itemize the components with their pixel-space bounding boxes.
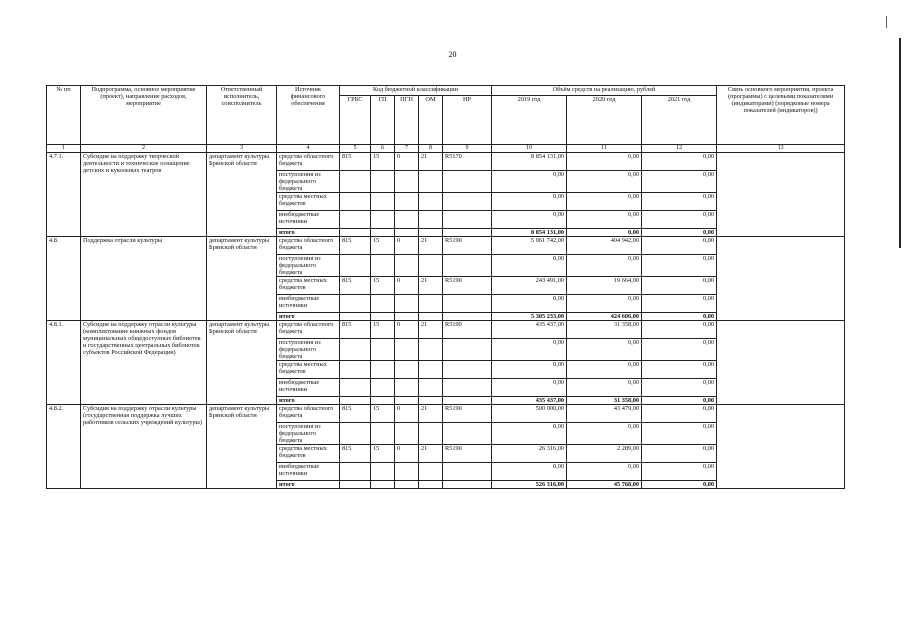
total-y2019: 5 305 233,00: [492, 313, 567, 321]
total-code-pgp: [395, 313, 419, 321]
column-number: 11: [567, 145, 642, 153]
amount-y2020: 0,00: [567, 192, 642, 210]
total-code-om: [419, 228, 443, 236]
item-number: 4.8.2.: [47, 405, 81, 489]
total-code-gp: [371, 397, 395, 405]
code-gp: [371, 170, 395, 192]
item-responsible: департамент культуры Брянской области: [207, 405, 277, 489]
code-pgp: [395, 170, 419, 192]
code-gp: [371, 463, 395, 481]
code-om: [419, 361, 443, 379]
funding-source: поступления из федерального бюджета: [277, 339, 340, 361]
code-gp: [371, 423, 395, 445]
code-grbs: 815: [340, 277, 371, 295]
table-body: [47, 152, 845, 489]
amount-y2021: 0,00: [642, 405, 717, 423]
amount-y2021: 0,00: [642, 379, 717, 397]
code-grbs: [340, 170, 371, 192]
code-gp: 15: [371, 445, 395, 463]
amount-y2019: 5 061 742,00: [492, 236, 567, 254]
code-gp: 15: [371, 236, 395, 254]
column-number-row: [47, 145, 845, 153]
item-responsible: департамент культуры Брянской области: [207, 321, 277, 405]
header-col-name: Подпрограмма, основное мероприятие (проект), направление расходов, мероприятие: [81, 86, 207, 145]
funding-source: внебюджетные источники: [277, 463, 340, 481]
total-label: итого: [277, 313, 340, 321]
total-y2019: 8 854 131,00: [492, 228, 567, 236]
code-pgp: [395, 295, 419, 313]
code-pgp: [395, 379, 419, 397]
amount-y2020: 0,00: [567, 379, 642, 397]
total-code-grbs: [340, 313, 371, 321]
code-nr: [443, 463, 492, 481]
header-year-2020: 2020 год: [567, 96, 642, 145]
code-gp: [371, 254, 395, 276]
code-pgp: [395, 254, 419, 276]
total-y2020: 0,00: [567, 228, 642, 236]
funding-source: внебюджетные источники: [277, 295, 340, 313]
table-row: [47, 236, 845, 254]
amount-y2019: 500 000,00: [492, 405, 567, 423]
header-col-responsible: Ответственный исполнитель, соисполнитель: [207, 86, 277, 145]
funding-source: поступления из федерального бюджета: [277, 170, 340, 192]
total-y2019: 435 437,00: [492, 397, 567, 405]
column-number: 9: [443, 145, 492, 153]
amount-y2019: 0,00: [492, 170, 567, 192]
budget-table: [46, 85, 845, 489]
total-y2020: 45 768,00: [567, 481, 642, 489]
amount-y2021: 0,00: [642, 192, 717, 210]
code-pgp: [395, 423, 419, 445]
column-number: 13: [717, 145, 845, 153]
header-row: [47, 86, 845, 96]
amount-y2021: 0,00: [642, 210, 717, 228]
code-nr: [443, 339, 492, 361]
indicator-link-cell: [717, 405, 845, 489]
column-number: 5: [340, 145, 371, 153]
total-code-nr: [443, 397, 492, 405]
item-number: 4.7.1.: [47, 152, 81, 236]
amount-y2020: 0,00: [567, 423, 642, 445]
header-col-source: Источник финансового обеспечения: [277, 86, 340, 145]
code-om: [419, 254, 443, 276]
code-om: [419, 295, 443, 313]
amount-y2019: 8 854 131,00: [492, 152, 567, 170]
total-code-pgp: [395, 228, 419, 236]
table-row: [47, 152, 845, 170]
funding-source: средства местных бюджетов: [277, 192, 340, 210]
total-y2021: 0,00: [642, 481, 717, 489]
total-code-pgp: [395, 481, 419, 489]
funding-source: поступления из федерального бюджета: [277, 254, 340, 276]
item-description: Поддержка отрасли культуры: [81, 236, 207, 320]
amount-y2020: 0,00: [567, 339, 642, 361]
total-code-om: [419, 313, 443, 321]
code-grbs: 815: [340, 445, 371, 463]
code-gp: [371, 361, 395, 379]
code-nr: [443, 379, 492, 397]
total-y2019: 526 316,00: [492, 481, 567, 489]
code-grbs: [340, 254, 371, 276]
amount-y2021: 0,00: [642, 361, 717, 379]
total-y2021: 0,00: [642, 397, 717, 405]
code-nr: [443, 361, 492, 379]
amount-y2021: 0,00: [642, 339, 717, 361]
indicator-link-cell: [717, 236, 845, 320]
code-gp: 15: [371, 321, 395, 339]
table-row: [47, 321, 845, 339]
amount-y2019: 243 491,00: [492, 277, 567, 295]
amount-y2019: 0,00: [492, 339, 567, 361]
total-code-gp: [371, 228, 395, 236]
code-om: 21: [419, 277, 443, 295]
code-gp: [371, 379, 395, 397]
funding-source: внебюджетные источники: [277, 379, 340, 397]
code-grbs: 815: [340, 321, 371, 339]
header-code-pgp: ПГП: [395, 96, 419, 145]
column-number: 3: [207, 145, 277, 153]
header-year-2021: 2021 год: [642, 96, 717, 145]
scan-edge-tick: [886, 16, 887, 28]
total-code-gp: [371, 481, 395, 489]
code-grbs: 815: [340, 152, 371, 170]
amount-y2019: 0,00: [492, 254, 567, 276]
amount-y2019: 0,00: [492, 295, 567, 313]
code-nr: [443, 192, 492, 210]
funding-source: поступления из федерального бюджета: [277, 423, 340, 445]
amount-y2019: 0,00: [492, 210, 567, 228]
funding-source: внебюджетные источники: [277, 210, 340, 228]
column-number: 1: [47, 145, 81, 153]
code-gp: [371, 339, 395, 361]
total-y2021: 0,00: [642, 228, 717, 236]
code-om: 21: [419, 152, 443, 170]
amount-y2019: 0,00: [492, 379, 567, 397]
amount-y2019: 26 316,00: [492, 445, 567, 463]
amount-y2019: 435 437,00: [492, 321, 567, 339]
total-code-grbs: [340, 397, 371, 405]
amount-y2021: 0,00: [642, 463, 717, 481]
code-grbs: 815: [340, 236, 371, 254]
total-code-grbs: [340, 481, 371, 489]
item-number: 4.8.1.: [47, 321, 81, 405]
total-code-nr: [443, 228, 492, 236]
code-om: [419, 210, 443, 228]
code-nr: [443, 423, 492, 445]
code-nr: [443, 254, 492, 276]
header-amount-group: Объём средств на реализацию, рублей: [492, 86, 717, 96]
code-gp: 15: [371, 152, 395, 170]
amount-y2020: 0,00: [567, 254, 642, 276]
code-pgp: 0: [395, 152, 419, 170]
page-number: 20: [448, 50, 457, 59]
total-code-nr: [443, 313, 492, 321]
table-row: [47, 405, 845, 423]
item-responsible: департамент культуры Брянской области: [207, 152, 277, 236]
code-nr: R5190: [443, 236, 492, 254]
total-label: итого: [277, 481, 340, 489]
funding-source: средства областного бюджета: [277, 152, 340, 170]
code-grbs: [340, 423, 371, 445]
amount-y2021: 0,00: [642, 236, 717, 254]
code-pgp: 0: [395, 277, 419, 295]
code-gp: [371, 210, 395, 228]
code-grbs: [340, 192, 371, 210]
code-om: 21: [419, 236, 443, 254]
code-nr: R5170: [443, 152, 492, 170]
code-grbs: [340, 295, 371, 313]
code-nr: [443, 295, 492, 313]
code-pgp: 0: [395, 445, 419, 463]
code-grbs: [340, 379, 371, 397]
code-pgp: 0: [395, 405, 419, 423]
code-nr: [443, 170, 492, 192]
code-om: [419, 423, 443, 445]
header-code-nr: НР: [443, 96, 492, 145]
amount-y2020: 404 942,00: [567, 236, 642, 254]
code-gp: [371, 192, 395, 210]
funding-source: средства областного бюджета: [277, 321, 340, 339]
column-number: 12: [642, 145, 717, 153]
code-grbs: [340, 210, 371, 228]
code-gp: 15: [371, 405, 395, 423]
amount-y2019: 0,00: [492, 192, 567, 210]
item-description: Субсидия на поддержку отрасли культуры (комплектование книжных фондов муниципальных общедоступных библиотек и государственных центральных библиотек субъектов Российской Федерации): [81, 321, 207, 405]
code-nr: [443, 210, 492, 228]
item-responsible: департамент культуры Брянской области: [207, 236, 277, 320]
code-grbs: 815: [340, 405, 371, 423]
column-number: 10: [492, 145, 567, 153]
amount-y2021: 0,00: [642, 423, 717, 445]
code-pgp: [395, 192, 419, 210]
total-code-gp: [371, 313, 395, 321]
code-om: [419, 339, 443, 361]
amount-y2021: 0,00: [642, 152, 717, 170]
amount-y2020: 0,00: [567, 361, 642, 379]
header-code-om: ОМ: [419, 96, 443, 145]
code-pgp: [395, 210, 419, 228]
code-pgp: 0: [395, 321, 419, 339]
amount-y2021: 0,00: [642, 295, 717, 313]
funding-source: средства областного бюджета: [277, 236, 340, 254]
amount-y2020: 2 289,00: [567, 445, 642, 463]
code-pgp: [395, 463, 419, 481]
amount-y2021: 0,00: [642, 170, 717, 192]
amount-y2019: 0,00: [492, 423, 567, 445]
total-code-om: [419, 397, 443, 405]
code-nr: R5190: [443, 277, 492, 295]
code-nr: R5190: [443, 405, 492, 423]
amount-y2020: 0,00: [567, 295, 642, 313]
header-col-link: Связь основного мероприятия, проекта (программы) с целевыми показателями (индикаторами) (порядковые номера показателей (индикаторов)): [717, 86, 845, 145]
amount-y2020: 43 479,00: [567, 405, 642, 423]
code-gp: [371, 295, 395, 313]
funding-source: средства местных бюджетов: [277, 277, 340, 295]
amount-y2019: 0,00: [492, 361, 567, 379]
code-om: 21: [419, 321, 443, 339]
total-code-om: [419, 481, 443, 489]
item-description: Субсидия на поддержку творческой деятельности и техническое оснащение детских и кукольных театров: [81, 152, 207, 236]
code-grbs: [340, 361, 371, 379]
code-om: [419, 379, 443, 397]
amount-y2021: 0,00: [642, 254, 717, 276]
total-y2020: 424 606,00: [567, 313, 642, 321]
scan-edge-mark: [899, 38, 901, 248]
column-number: 4: [277, 145, 340, 153]
column-number: 6: [371, 145, 395, 153]
amount-y2019: 0,00: [492, 463, 567, 481]
header-year-2019: 2019 год: [492, 96, 567, 145]
funding-source: средства местных бюджетов: [277, 445, 340, 463]
total-label: итого: [277, 397, 340, 405]
amount-y2021: 0,00: [642, 321, 717, 339]
amount-y2020: 31 358,00: [567, 321, 642, 339]
item-number: 4.8.: [47, 236, 81, 320]
code-om: 21: [419, 445, 443, 463]
amount-y2021: 0,00: [642, 277, 717, 295]
column-number: 2: [81, 145, 207, 153]
funding-source: средства местных бюджетов: [277, 361, 340, 379]
total-code-nr: [443, 481, 492, 489]
code-grbs: [340, 463, 371, 481]
column-number: 8: [419, 145, 443, 153]
funding-source: средства областного бюджета: [277, 405, 340, 423]
code-gp: 15: [371, 277, 395, 295]
code-grbs: [340, 339, 371, 361]
code-pgp: [395, 339, 419, 361]
amount-y2021: 0,00: [642, 445, 717, 463]
code-om: 21: [419, 405, 443, 423]
code-pgp: 0: [395, 236, 419, 254]
code-om: [419, 463, 443, 481]
header-col-no: № пп: [47, 86, 81, 145]
amount-y2020: 0,00: [567, 210, 642, 228]
code-nr: R5190: [443, 321, 492, 339]
amount-y2020: 0,00: [567, 463, 642, 481]
code-om: [419, 192, 443, 210]
code-nr: R5190: [443, 445, 492, 463]
total-label: итого: [277, 228, 340, 236]
total-code-pgp: [395, 397, 419, 405]
amount-y2020: 0,00: [567, 170, 642, 192]
code-pgp: [395, 361, 419, 379]
total-code-grbs: [340, 228, 371, 236]
total-y2021: 0,00: [642, 313, 717, 321]
total-y2020: 31 358,00: [567, 397, 642, 405]
indicator-link-cell: [717, 152, 845, 236]
code-om: [419, 170, 443, 192]
column-number: 7: [395, 145, 419, 153]
header-code-grbs: ГРБС: [340, 96, 371, 145]
header-code-gp: ГП: [371, 96, 395, 145]
amount-y2020: 0,00: [567, 152, 642, 170]
header-budget-code-group: Код бюджетной классификации: [340, 86, 492, 96]
indicator-link-cell: [717, 321, 845, 405]
amount-y2020: 19 664,00: [567, 277, 642, 295]
item-description: Субсидия на поддержку отрасли культуры (государственная поддержка лучших работников сельских учреждений культуры): [81, 405, 207, 489]
